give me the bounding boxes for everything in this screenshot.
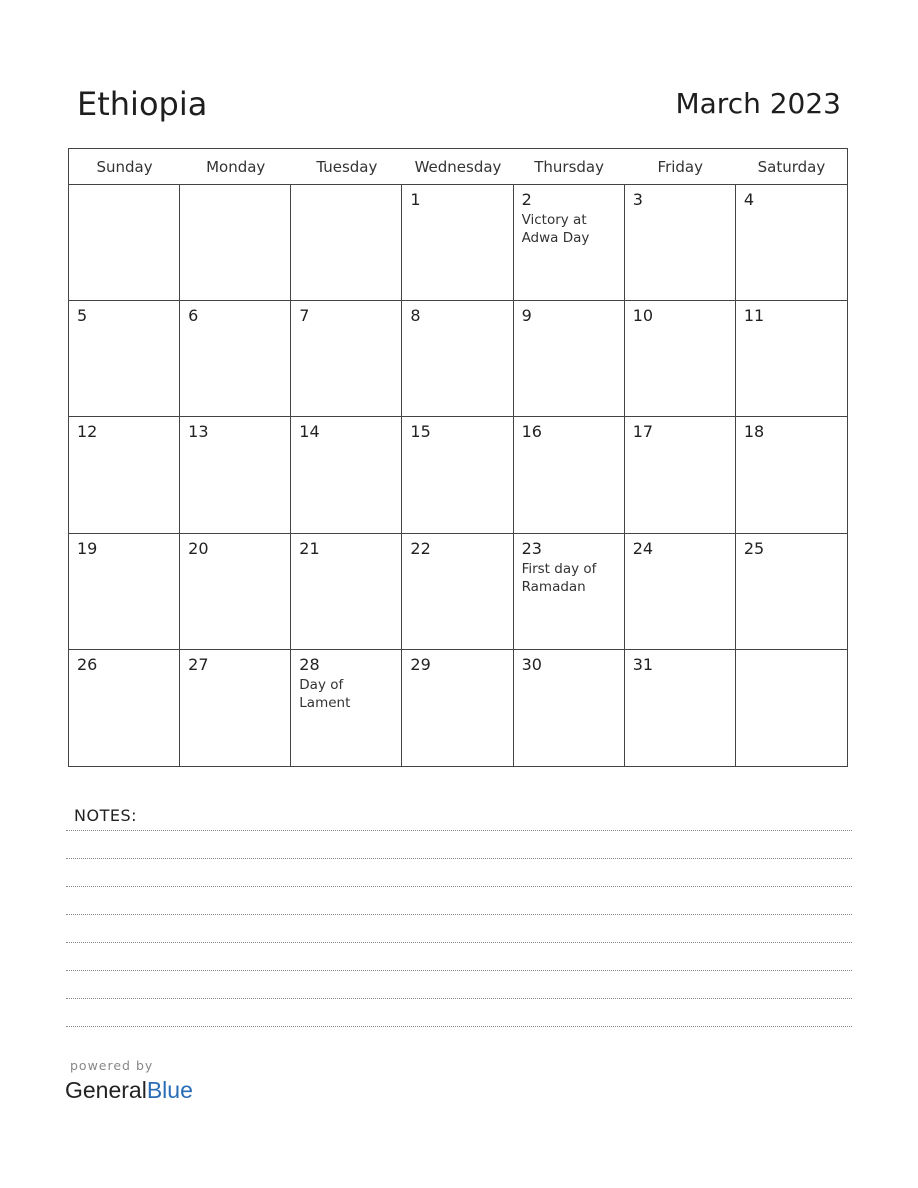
weekday-tuesday: Tuesday (316, 158, 378, 176)
day-cell[interactable] (514, 417, 625, 533)
day-cell[interactable] (736, 301, 847, 417)
day-cell[interactable] (736, 534, 847, 650)
date-number: 31 (632, 654, 654, 674)
weekday-saturday: Saturday (757, 158, 826, 176)
note-line (66, 1026, 852, 1027)
date-number: 3 (632, 190, 643, 209)
weekday-monday: Monday (206, 158, 266, 176)
date-number: 22 (410, 538, 431, 558)
day-cell[interactable] (736, 185, 847, 301)
day-cell[interactable] (625, 185, 736, 301)
day-cell[interactable] (514, 185, 625, 301)
date-number: 8 (410, 306, 421, 326)
date-number: 4 (743, 190, 755, 209)
notes-label: NOTES: (74, 806, 137, 825)
note-line (66, 970, 852, 971)
country-title: Ethiopia (77, 85, 208, 123)
day-cell[interactable] (625, 301, 736, 417)
day-cell[interactable] (514, 534, 625, 650)
date-number: 26 (77, 654, 98, 674)
holiday-label: Day of Lament (299, 676, 351, 711)
weekday-friday: Friday (657, 158, 703, 176)
day-cell[interactable] (402, 185, 513, 301)
brand-logo-blue: Blue (146, 1077, 193, 1103)
date-number: 23 (521, 538, 542, 558)
date-number: 18 (743, 422, 765, 442)
date-number: 28 (299, 654, 320, 674)
note-line (66, 942, 852, 943)
day-cell[interactable] (625, 534, 736, 650)
date-number: 21 (299, 538, 320, 558)
date-number: 16 (521, 422, 542, 442)
date-number: 24 (632, 538, 654, 558)
date-number: 9 (521, 306, 532, 326)
date-number: 19 (77, 538, 98, 558)
day-cell[interactable] (180, 534, 291, 650)
note-line (66, 914, 852, 915)
day-cell[interactable] (69, 650, 180, 766)
holiday-label: Victory at Adwa Day (521, 212, 590, 246)
date-number: 14 (299, 422, 320, 442)
note-line (66, 998, 852, 999)
date-number: 5 (77, 306, 88, 326)
date-number: 6 (188, 306, 199, 326)
day-cell[interactable] (69, 417, 180, 533)
date-number: 11 (743, 306, 765, 326)
date-number: 17 (632, 422, 654, 442)
calendar-grid (68, 148, 848, 767)
date-number: 10 (632, 306, 654, 326)
day-cell[interactable] (625, 417, 736, 533)
weekday-header (69, 149, 847, 185)
month-title: March 2023 (675, 87, 841, 120)
note-line (66, 886, 852, 887)
weekday-sunday: Sunday (96, 158, 153, 176)
weekday-wednesday: Wednesday (414, 158, 502, 176)
date-number: 7 (299, 306, 310, 326)
calendar-days (69, 185, 847, 766)
date-number: 20 (188, 538, 209, 558)
date-number: 13 (188, 422, 209, 442)
date-number: 25 (743, 538, 765, 558)
day-cell[interactable] (180, 650, 291, 766)
day-cell[interactable] (291, 417, 402, 533)
note-line (66, 858, 852, 859)
day-cell[interactable] (625, 650, 736, 766)
date-number: 12 (77, 422, 98, 442)
day-cell[interactable] (402, 301, 513, 417)
holiday-label: First day of Ramadan (521, 560, 597, 595)
weekday-thursday: Thursday (534, 158, 604, 176)
day-cell[interactable] (291, 650, 402, 766)
day-cell[interactable] (402, 650, 513, 766)
date-number: 30 (521, 654, 542, 674)
date-number: 2 (521, 190, 532, 209)
day-cell[interactable] (514, 650, 625, 766)
date-number: 1 (410, 190, 421, 209)
powered-by-text: powered by (70, 1058, 154, 1073)
day-cell[interactable] (402, 417, 513, 533)
date-number: 15 (410, 422, 431, 442)
day-cell[interactable] (291, 301, 402, 417)
day-cell[interactable] (514, 301, 625, 417)
day-cell[interactable] (69, 534, 180, 650)
day-cell[interactable] (291, 185, 402, 301)
note-line (66, 830, 852, 831)
day-cell[interactable] (291, 534, 402, 650)
date-number: 29 (410, 654, 431, 674)
day-cell[interactable] (736, 417, 847, 533)
brand-logo[interactable] (65, 1075, 193, 1105)
day-cell[interactable] (180, 185, 291, 301)
day-cell[interactable] (180, 417, 291, 533)
day-cell[interactable] (180, 301, 291, 417)
day-cell[interactable] (736, 650, 847, 766)
date-number: 27 (188, 654, 209, 674)
day-cell[interactable] (69, 185, 180, 301)
day-cell[interactable] (69, 301, 180, 417)
day-cell[interactable] (402, 534, 513, 650)
brand-logo-general: General (65, 1077, 147, 1103)
